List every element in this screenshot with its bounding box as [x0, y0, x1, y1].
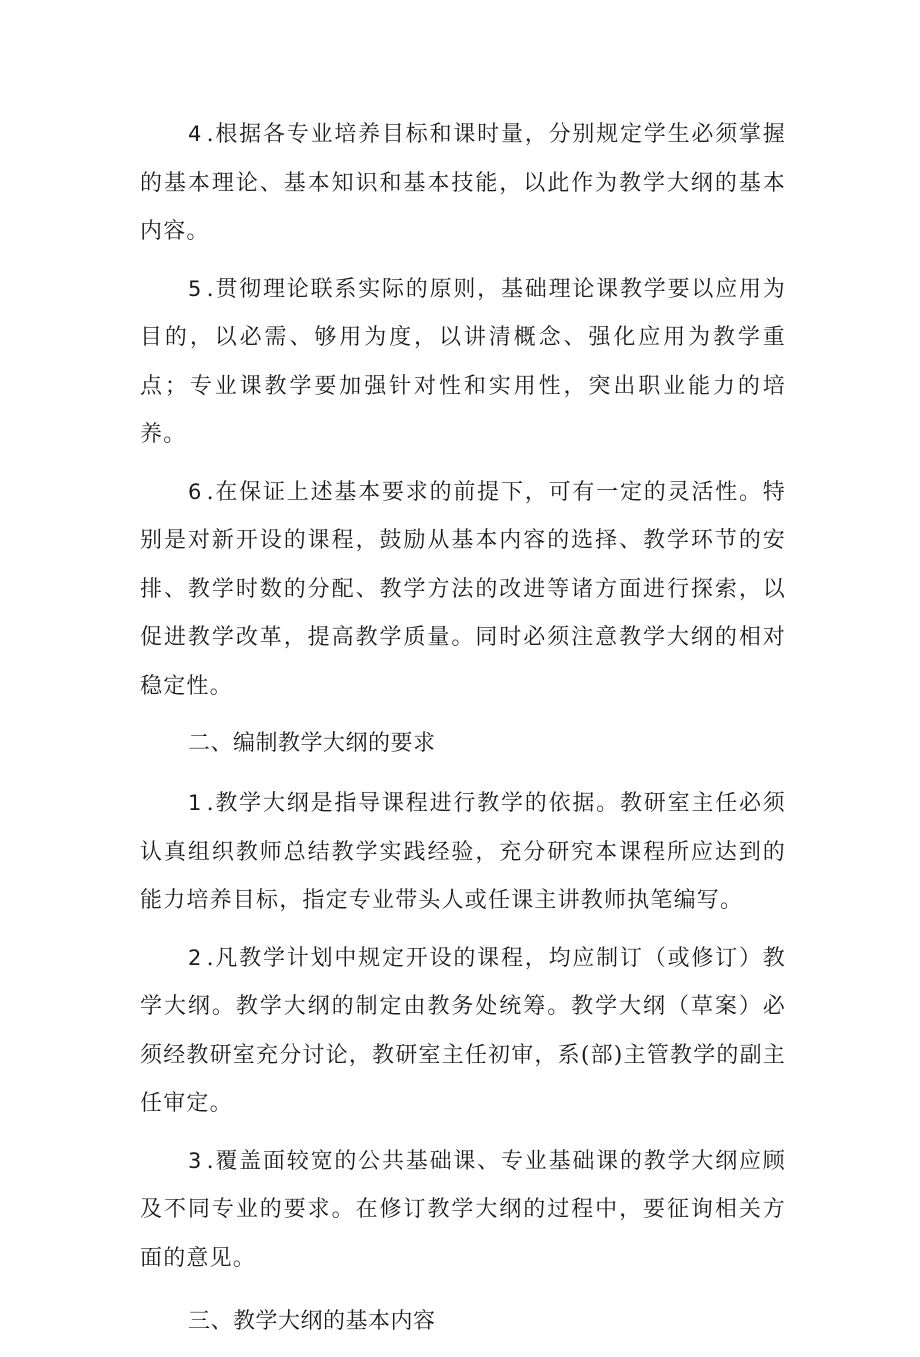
document-page — [140, 110, 786, 1357]
paragraph-item-4 — [140, 110, 786, 257]
section-heading-2: 二、编制教学大纲的要求 — [188, 731, 436, 756]
item-text: .凡教学计划中规定开设的课程，均应制订（或修订）教学大纲。教学大纲的制定由教务处统筹。教学大纲（草案）必须经教研室充分讨论，教研室主任初审，系(部)主管教学的副主任审定。 — [140, 945, 786, 1116]
paragraph-item-1 — [140, 779, 786, 926]
item-text: .在保证上述基本要求的前提下，可有一定的灵活性。特别是对新开设的课程，鼓励从基本内容的选择、教学环节的安排、教学时数的分配、教学方法的改进等诸方面进行探索，以促进教学改革，提高教学质量。同时必须注意教学大纲的相对稳定性。 — [140, 479, 786, 699]
item-text: .覆盖面较宽的公共基础课、专业基础课的教学大纲应顾及不同专业的要求。在修订教学大纲的过程中，要征询相关方面的意见。 — [140, 1148, 786, 1271]
item-number: 4 — [188, 122, 203, 146]
item-text: .教学大纲是指导课程进行教学的依据。教研室主任必须认真组织教师总结教学实践经验，充分研究本课程所应达到的能力培养目标，指定专业带头人或任课主讲教师执笔编写。 — [140, 791, 786, 913]
item-number: 2 — [188, 945, 203, 970]
item-text: .贯彻理论联系实际的原则，基础理论课教学要以应用为目的，以必需、够用为度，以讲清概念、强化应用为教学重点；专业课教学要加强针对性和实用性，突出职业能力的培养。 — [140, 276, 786, 447]
item-number: 3 — [188, 1148, 203, 1173]
item-text: .根据各专业培养目标和课时量，分别规定学生必须掌握的基本理论、基本知识和基本技能，以此作为教学大纲的基本内容。 — [140, 122, 786, 244]
paragraph-item-5 — [140, 265, 786, 460]
item-number: 5 — [188, 276, 203, 301]
section-heading-3: 三、教学大纲的基本内容 — [188, 1309, 436, 1334]
paragraph-item-6 — [140, 468, 786, 712]
paragraph-item-2 — [140, 934, 786, 1129]
paragraph-item-3 — [140, 1137, 786, 1284]
item-number: 6 — [188, 479, 203, 504]
item-number: 1 — [188, 791, 203, 815]
